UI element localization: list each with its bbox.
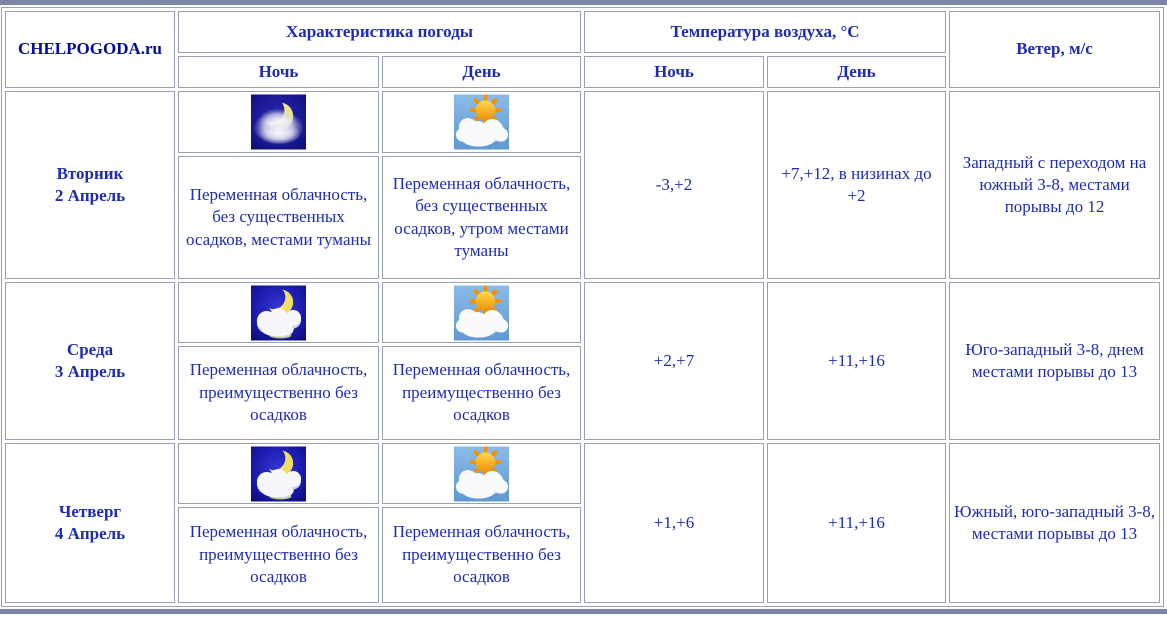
night-description (178, 156, 379, 279)
day-description (382, 156, 581, 279)
bottom-divider (0, 609, 1167, 614)
day-icon-box (382, 282, 581, 343)
day-description-text: Переменная облачность, без существенных осадков, утром местами туманы (392, 173, 571, 260)
header-temp-night: Ночь (584, 56, 764, 88)
moon-fog-icon (251, 94, 306, 150)
night-characteristic (178, 443, 379, 603)
night-description-text: Переменная облачность, без существенных осадков, местами туманы (185, 184, 372, 249)
date: 4 Апрель (54, 524, 126, 543)
day-characteristic (382, 282, 581, 440)
night-description (178, 346, 379, 440)
temp-night: -3,+2 (584, 91, 764, 279)
day-description (382, 346, 581, 440)
header-char-night: Ночь (178, 56, 379, 88)
sun-clouds-icon (454, 94, 509, 150)
day-label (5, 91, 175, 279)
wind-forecast: Юго-западный 3-8, днем местами порывы до 13 (949, 282, 1160, 440)
temp-day: +7,+12, в низинах до +2 (767, 91, 946, 279)
header-temperature: Температура воздуха, °С (584, 11, 946, 53)
night-description-text: Переменная облачность, преимущественно без осадков (189, 360, 368, 425)
weekday: Вторник (56, 163, 124, 183)
temp-night: +2,+7 (584, 282, 764, 440)
day-label (5, 443, 175, 603)
moon-clouds-icon (251, 285, 306, 341)
date: 3 Апрель (54, 362, 126, 381)
forecast-row-wednesday (5, 282, 1160, 440)
header-wind: Ветер, м/с (949, 11, 1160, 88)
night-icon-box (178, 282, 379, 343)
night-characteristic (178, 91, 379, 279)
moon-clouds-icon (251, 446, 306, 502)
temp-day: +11,+16 (767, 443, 946, 603)
forecast-row-thursday (5, 443, 1160, 603)
day-icon-box (382, 91, 581, 153)
header-char-day: День (382, 56, 581, 88)
day-label (5, 282, 175, 440)
header-characteristic: Характеристика погоды (178, 11, 581, 53)
night-icon-box (178, 443, 379, 504)
day-characteristic (382, 443, 581, 603)
night-icon-box (178, 91, 379, 153)
sun-clouds-icon (454, 446, 509, 502)
sun-clouds-icon (454, 285, 509, 341)
header-temp-day: День (767, 56, 946, 88)
day-characteristic (382, 91, 581, 279)
day-description-text: Переменная облачность, преимущественно без осадков (392, 522, 571, 587)
top-divider (0, 0, 1167, 5)
site-logo[interactable]: CHELPOGODA.ru (5, 11, 175, 88)
day-description (382, 507, 581, 603)
header-row-1 (5, 11, 1160, 53)
weekday: Среда (66, 339, 114, 359)
weather-forecast-table (1, 7, 1164, 607)
temp-night: +1,+6 (584, 443, 764, 603)
day-icon-box (382, 443, 581, 504)
night-characteristic (178, 282, 379, 440)
night-description (178, 507, 379, 603)
forecast-row-tuesday (5, 91, 1160, 279)
weekday: Четверг (58, 501, 122, 521)
date: 2 Апрель (54, 186, 126, 205)
temp-day: +11,+16 (767, 282, 946, 440)
night-description-text: Переменная облачность, преимущественно без осадков (189, 522, 368, 587)
wind-forecast: Южный, юго-западный 3-8, местами порывы до 13 (949, 443, 1160, 603)
wind-forecast: Западный с переходом на южный 3-8, местами порывы до 12 (949, 91, 1160, 279)
day-description-text: Переменная облачность, преимущественно без осадков (392, 360, 571, 425)
